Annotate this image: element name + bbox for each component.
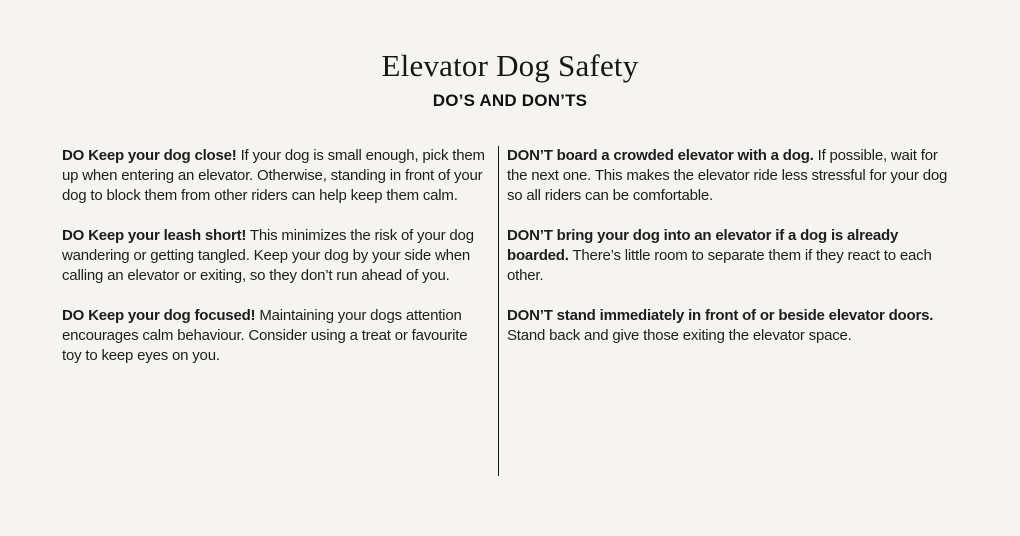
dont-item (507, 226, 949, 286)
dos-column (62, 146, 498, 366)
dont-item-body: If possible, wait for the next one. This makes the elevator ride less stressful for your dog so all riders can be comfortable. (507, 147, 948, 204)
content (0, 146, 1020, 476)
page-title: Elevator Dog Safety (381, 48, 639, 83)
page-subtitle: DO’S AND DON’TS (432, 91, 588, 110)
do-item-lead: DO Keep your dog focused! (62, 307, 256, 324)
dont-item (507, 146, 949, 206)
dont-item-lead: DON’T board a crowded elevator with a dog. (507, 147, 814, 164)
dont-item-lead: DON’T bring your dog into an elevator if a dog is already boarded. (507, 227, 899, 264)
dont-item-lead: DON’T stand immediately in front of or beside elevator doors. (507, 307, 934, 324)
donts-column (499, 146, 949, 346)
dont-item-body: Stand back and give those exiting the elevator space. (507, 327, 852, 344)
do-item-lead: DO Keep your dog close! (62, 147, 237, 164)
do-item-lead: DO Keep your leash short! (62, 227, 247, 244)
dont-item (507, 306, 949, 346)
do-item (62, 226, 487, 286)
do-item-body: If your dog is small enough, pick them up when entering an elevator. Otherwise, standing in front of your dog to block them from other riders can help keep them calm. (62, 147, 485, 204)
do-item-body: This minimizes the risk of your dog wandering or getting tangled. Keep your dog by your side when calling an elevator or exiting, so they don’t run ahead of you. (62, 227, 474, 284)
do-item (62, 146, 487, 206)
dont-item-body: There’s little room to separate them if they react to each other. (507, 247, 932, 284)
header (0, 0, 1020, 112)
do-item (62, 306, 487, 366)
do-item-body: Maintaining your dogs attention encourages calm behaviour. Consider using a treat or favourite toy to keep eyes on you. (62, 307, 468, 364)
